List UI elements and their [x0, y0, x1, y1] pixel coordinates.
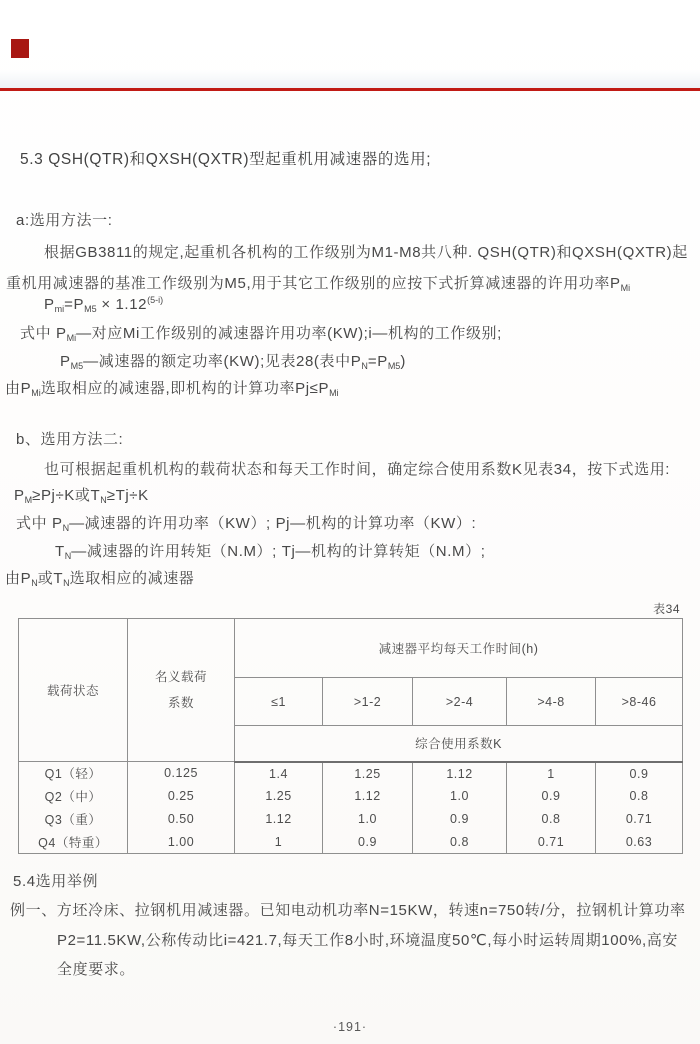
- k-value-cell: 0.8: [507, 808, 596, 831]
- table-34-tag: 表34: [653, 602, 680, 616]
- table-row-q4: [19, 831, 683, 854]
- hours-col-header: >2-4: [413, 678, 507, 726]
- k-value-cell: 1.12: [235, 808, 323, 831]
- method-a-where-line1: 式中 $P_{Mi}—$对应Mi工作级别的减速器许用功率(KW);i—机构的工作级别;: [20, 325, 502, 343]
- k-value-cell: 0.71: [507, 831, 596, 854]
- k-value-cell: 0.9: [323, 831, 413, 854]
- method-a-where-line2: $P_{M5}—$减速器的额定功率(KW);见表28(表中$P_N=P_{M5}$): [60, 353, 406, 371]
- coef-cell: 0.25: [128, 785, 235, 808]
- method-b-formula: $P_M\ge Pj\div K$或$T_N\ge Tj\div K$: [14, 487, 149, 505]
- table-row-q3: [19, 808, 683, 831]
- load-state-cell: Q3（重）: [19, 808, 128, 831]
- example-line2: P2=11.5KW,公称传动比i=421.7,每天工作8小时,环境温度50℃,每小时运转周期100%,高安: [57, 932, 679, 949]
- header-shade-band: [0, 70, 700, 88]
- method-b-where-line3: 由$P_N$或$T_N$选取相应的减速器: [5, 570, 195, 588]
- k-value-cell: 0.63: [596, 831, 683, 854]
- red-divider-line: [0, 88, 700, 91]
- k-value-cell: 1.12: [323, 785, 413, 808]
- example-line1: 例一、方坯冷床、拉钢机用减速器。已知电动机功率N=15KW，转速n=750转/分，拉钢机计算功率: [10, 902, 686, 919]
- nominal-load-header-line1: 名义载荷: [154, 670, 207, 684]
- k-value-cell: 1.25: [235, 785, 323, 808]
- k-value-cell: 0.71: [596, 808, 683, 831]
- nominal-load-header-cell: [128, 619, 235, 762]
- method-b-paragraph: 也可根据起重机机构的载荷状态和每天工作时间，确定综合使用系数K见表34，按下式选用:: [44, 461, 671, 478]
- method-b-where-line1: 式中 $P_N—$减速器的许用功率（KW）; Pj—机构的计算功率（KW）:: [16, 515, 477, 533]
- load-state-cell: Q1（轻）: [19, 762, 128, 785]
- coef-cell: 0.50: [128, 808, 235, 831]
- k-value-cell: 0.9: [596, 762, 683, 785]
- k-coefficient-header-cell: 综合使用系数K: [235, 726, 683, 762]
- method-a-formula: $P_{mi}=P_{M5} \times 1.12^{(5-i)}$: [44, 295, 164, 314]
- nominal-load-header-line2: 系数: [167, 696, 194, 710]
- k-value-cell: 0.9: [413, 808, 507, 831]
- k-value-cell: 1: [507, 762, 596, 785]
- daily-hours-header-cell: 减速器平均每天工作时间(h): [235, 619, 683, 678]
- method-a-label: a:选用方法一:: [16, 212, 113, 229]
- k-value-cell: 0.9: [507, 785, 596, 808]
- method-a-paragraph-line1: 根据GB3811的规定,起重机各机构的工作级别为M1-M8共八种. QSH(QTR)和QXSH(QXTR)起: [44, 244, 688, 261]
- table-row-q1: [19, 762, 683, 785]
- usage-coefficient-table: [18, 618, 683, 854]
- k-value-cell: 1.0: [413, 785, 507, 808]
- red-corner-square: [11, 39, 29, 58]
- table-row-q2: [19, 785, 683, 808]
- k-value-cell: 1.0: [323, 808, 413, 831]
- k-value-cell: 1: [235, 831, 323, 854]
- load-state-cell: Q4（特重）: [19, 831, 128, 854]
- table-header-row-time: [19, 619, 683, 678]
- load-state-header-cell: 载荷状态: [19, 619, 128, 762]
- method-b-where-line2: $T_N—$减速器的许用转矩（N.M）; Tj—机构的计算转矩（N.M）;: [55, 543, 486, 561]
- hours-col-header: >4-8: [507, 678, 596, 726]
- k-value-cell: 1.4: [235, 762, 323, 785]
- coef-cell: 1.00: [128, 831, 235, 854]
- section-5-4-heading: 5.4选用举例: [13, 873, 99, 890]
- hours-col-header: >1-2: [323, 678, 413, 726]
- example-line3: 全度要求。: [57, 961, 136, 978]
- k-value-cell: 1.25: [323, 762, 413, 785]
- k-value-cell: 0.8: [596, 785, 683, 808]
- method-a-where-line3: 由$P_{Mi}$选取相应的减速器,即机构的计算功率$Pj\le P_{Mi}$: [5, 380, 339, 398]
- k-value-cell: 1.12: [413, 762, 507, 785]
- method-a-paragraph-line2: 重机用减速器的基准工作级别为M5,用于其它工作级别的应按下式折算减速器的许用功率$P_{Mi}$: [6, 275, 631, 293]
- k-value-cell: 0.8: [413, 831, 507, 854]
- section-5-3-heading: 5.3 QSH(QTR)和QXSH(QXTR)型起重机用减速器的选用;: [20, 151, 432, 168]
- page-number: ·191·: [332, 1020, 368, 1034]
- hours-col-header: >8-46: [596, 678, 683, 726]
- method-b-heading: b、选用方法二:: [16, 431, 124, 448]
- hours-col-header: ≤1: [235, 678, 323, 726]
- coef-cell: 0.125: [128, 762, 235, 785]
- load-state-cell: Q2（中）: [19, 785, 128, 808]
